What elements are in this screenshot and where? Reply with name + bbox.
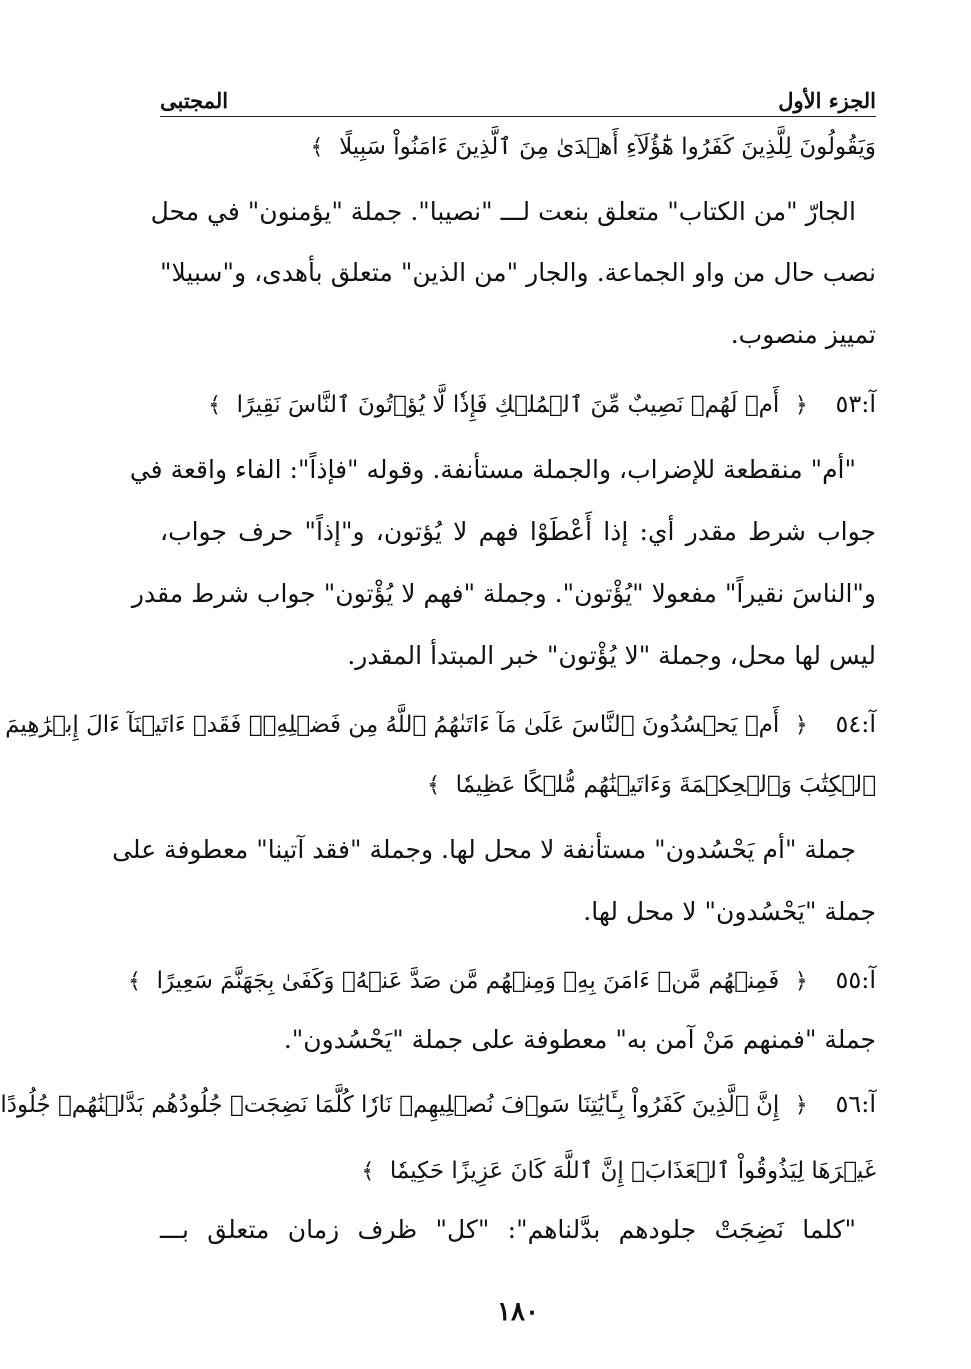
verse-54-text-1: أَمۡ يَحۡسُدُونَ ٱلنَّاسَ عَلَىٰ مَآ ءَاتَىٰهُمُ ٱللَّهُ مِن فَضۡلِهِۦۖ فَقَدۡ ءَاتَيۡنَآ ءَالَ إِبۡرَٰهِيمَ: [5, 712, 780, 738]
verse-53: [160, 382, 876, 428]
verse-54-line-2: [160, 762, 876, 808]
verse-56-ref: آ:٥٦: [835, 1090, 876, 1118]
verse-54-ref: آ:٥٤: [835, 710, 876, 738]
verse-55-text: فَمِنۡهُم مَّنۡ ءَامَنَ بِهِۦ وَمِنۡهُم مَّن صَدَّ عَنۡهُۚ وَكَفَىٰ بِجَهَنَّمَ سَعِيرًا: [156, 968, 780, 994]
paragraph-1-line-2: نصب حال من واو الجماعة. والجار "من الذين" متعلق بأهدى، و"سبيلا": [160, 258, 876, 287]
paragraph-2-line-1: "أم" منقطعة للإضراب، والجملة مستأنفة. وقوله "فإذاً": الفاء واقعة في: [129, 455, 856, 484]
paragraph-5-line-1: "كلما نَضِجَتْ جلودهم بدَّلناهم": "كل" ظرف زمان متعلق بـــ: [160, 1215, 856, 1244]
verse-55-ref: آ:٥٥: [835, 966, 876, 994]
book-title: المجتبى: [160, 88, 229, 113]
verse-53-text: أَمۡ لَهُمۡ نَصِيبٌ مِّنَ ٱلۡمُلۡكِ فَإِذٗا لَّا يُؤۡتُونَ ٱلنَّاسَ نَقِيرًا: [236, 392, 780, 418]
verse-56-text-1: إِنَّ ٱلَّذِينَ كَفَرُواْ بِـَٔايَٰتِنَا سَوۡفَ نُصۡلِيهِمۡ نَارٗا كُلَّمَا نَضِجَتۡ جُلُودُهُم بَدَّلۡنَٰهُمۡ جُلُودًا: [0, 1092, 780, 1118]
paragraph-3-line-2: جملة "يَحْسُدون" لا محل لها.: [583, 897, 876, 926]
paragraph-4-line-1: جملة "فمنهم مَنْ آمن به" معطوفة على جملة "يَحْسُدون".: [283, 1025, 876, 1054]
verse-54-line-1: [5, 702, 876, 748]
verse-54-close-bracket: ﴾: [427, 773, 440, 798]
paragraph-1-line-3: تمييز منصوب.: [730, 320, 876, 349]
verse-55: [128, 958, 876, 1004]
verse-55-open-bracket: ﴿: [794, 969, 808, 994]
paragraph-2-line-4: ليس لها محل، وجملة "لا يُؤْتون" خبر المبتدأ المقدر.: [347, 641, 876, 670]
verse-55-close-bracket: ﴾: [128, 969, 141, 994]
verse-53-close-bracket: ﴾: [208, 393, 222, 418]
verse-56-line-2: [160, 1148, 876, 1194]
page-number: ١٨٠: [497, 1297, 539, 1327]
paragraph-3-line-1: جملة "أم يَحْسُدون" مستأنفة لا محل لها. وجملة "فقد آتينا" معطوفة على: [112, 835, 856, 864]
header-divider: [160, 116, 876, 117]
verse-52-close-bracket: ﴾: [310, 135, 324, 160]
verse-52: [160, 124, 876, 170]
part-title: الجزء الأول: [778, 88, 876, 113]
verse-56-open-bracket: ﴿: [794, 1093, 808, 1118]
verse-54-open-bracket: ﴿: [794, 713, 808, 738]
verse-56-close-bracket: ﴾: [361, 1159, 375, 1184]
paragraph-1-line-1: الجارّ "من الكتاب" متعلق بنعت لـــ "نصيبا". جملة "يؤمنون" في محل: [150, 197, 856, 226]
verse-53-ref: آ:٥٣: [835, 390, 876, 418]
paragraph-2-line-3: و"الناسَ نقيراً" مفعولا "يُؤْتون". وجملة "فهم لا يُؤْتون" جواب شرط مقدر: [131, 579, 876, 608]
verse-56-text-2: غَيۡرَهَا لِيَذُوقُواْ ٱلۡعَذَابَۗ إِنَّ ٱللَّهَ كَانَ عَزِيزًا حَكِيمٗا: [389, 1158, 876, 1184]
verse-52-text: وَيَقُولُونَ لِلَّذِينَ كَفَرُوا هَٰٓؤُلَآءِ أَهۡدَىٰ مِنَ ٱلَّذِينَ ءَامَنُواْ سَبِيلًا: [339, 134, 876, 160]
paragraph-2-line-2: جواب شرط مقدر أي: إذا أَعْطَوْا فهم لا يُؤتون، و"إذاً" حرف جواب،: [160, 517, 876, 546]
verse-54-text-2: ٱلۡكِتَٰبَ وَٱلۡحِكۡمَةَ وَءَاتَيۡنَٰهُم مُّلۡكًا عَظِيمٗا: [455, 772, 876, 798]
verse-53-open-bracket: ﴿: [794, 393, 808, 418]
running-header: [160, 86, 876, 116]
verse-56-line-1: [0, 1082, 876, 1128]
book-page: [0, 72, 876, 1332]
